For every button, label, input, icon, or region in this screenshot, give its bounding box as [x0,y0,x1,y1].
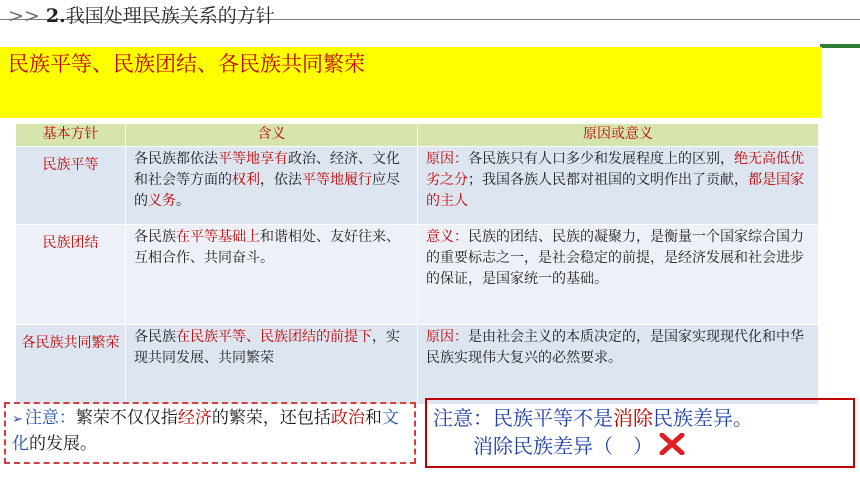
reason-segment: 绝无高低优劣之分 [426,151,804,188]
meaning-segment: 平等地履行 [302,172,372,188]
policy-name: 各民族共同繁荣 [16,325,126,405]
meaning-segment: 在民族平等、民族团结的前提下 [176,329,372,345]
reason-segment: ；我国各族人民都对祖国的文明作出了贡献， [468,172,748,188]
header-reason: 原因或意义 [418,124,819,147]
section-number: 2. [45,5,66,27]
table-row [16,147,819,225]
meaning-segment: 和谐相处、友好往来、互相合作、共同奋斗。 [134,229,400,266]
chevron-icon: >> [8,5,40,27]
policy-meaning [126,147,418,225]
meaning-segment: 义务 [148,193,176,209]
meaning-segment: 。 [176,193,190,209]
reason-segment: 民族的团结、民族的凝聚力，是衡量一个国家综合国力的重要标志之一，是社会稳定的前提，是经济发展和社会进步的保证，是国家统一的基础。 [426,229,804,287]
policy-banner [0,47,822,118]
note-segment: 繁荣不仅仅指 [75,408,178,428]
table-row [16,325,819,405]
policy-reason [418,325,819,405]
note-prosperity [4,402,416,464]
reason-segment: 各民族只有人口多少和发展程度上的区别， [468,151,734,167]
accent-bar [820,44,860,48]
note-equality-line2: 消除民族差异（ ） [433,432,847,462]
policy-table [15,123,819,405]
policy-meaning [126,225,418,325]
arrow-bullet-icon: ➢ [12,412,23,427]
note-segment: 注意： [24,408,76,428]
meaning-segment: ，依法 [260,172,302,188]
policy-banner-text: 民族平等、民族团结、各民族共同繁荣 [8,52,365,76]
meaning-segment: 政治、经济、文化和社会等方面的 [134,151,400,188]
reason-segment: 意义： [426,229,468,245]
meaning-segment: 平等地享有 [218,151,288,167]
meaning-segment: 各民族 [134,229,176,245]
note-segment: 政治 [330,408,365,428]
reason-segment: 是由社会主义的本质决定的，是国家实现现代化和中华民族实现伟大复兴的必然要求。 [426,329,804,366]
table-row [16,225,819,325]
policy-reason [418,147,819,225]
note-equality [425,398,855,468]
policy-name: 民族平等 [16,147,126,225]
note-segment: 的发展。 [29,434,97,454]
reason-segment: 原因： [426,329,468,345]
reason-segment: 都是国家的主人 [426,172,804,209]
header-meaning: 含义 [126,124,418,147]
red-x-icon [659,433,685,462]
section-title [8,2,275,30]
meaning-segment: 各民族都依法 [134,151,218,167]
policy-reason [418,225,819,325]
meaning-segment: ，实现共同发展、共同繁荣 [134,329,400,366]
reason-segment: 原因： [426,151,468,167]
table-header-row [16,124,819,147]
note-equality-line1: 注意：民族平等不是消除民族差异。 [433,406,753,430]
meaning-segment: 各民族 [134,329,176,345]
note-segment: 和 [364,408,382,428]
header-policy: 基本方针 [16,124,126,147]
policy-name: 民族团结 [16,225,126,325]
section-title-text: 我国处理民族关系的方针 [65,5,275,27]
note-segment: 的繁荣，还包括 [211,408,331,428]
meaning-segment: 应尽的 [134,172,400,209]
note-segment: 经济 [177,408,212,428]
note-segment: 文化 [12,408,399,454]
meaning-segment: 在平等基础上 [176,229,260,245]
policy-meaning [126,325,418,405]
meaning-segment: 权利 [232,172,260,188]
